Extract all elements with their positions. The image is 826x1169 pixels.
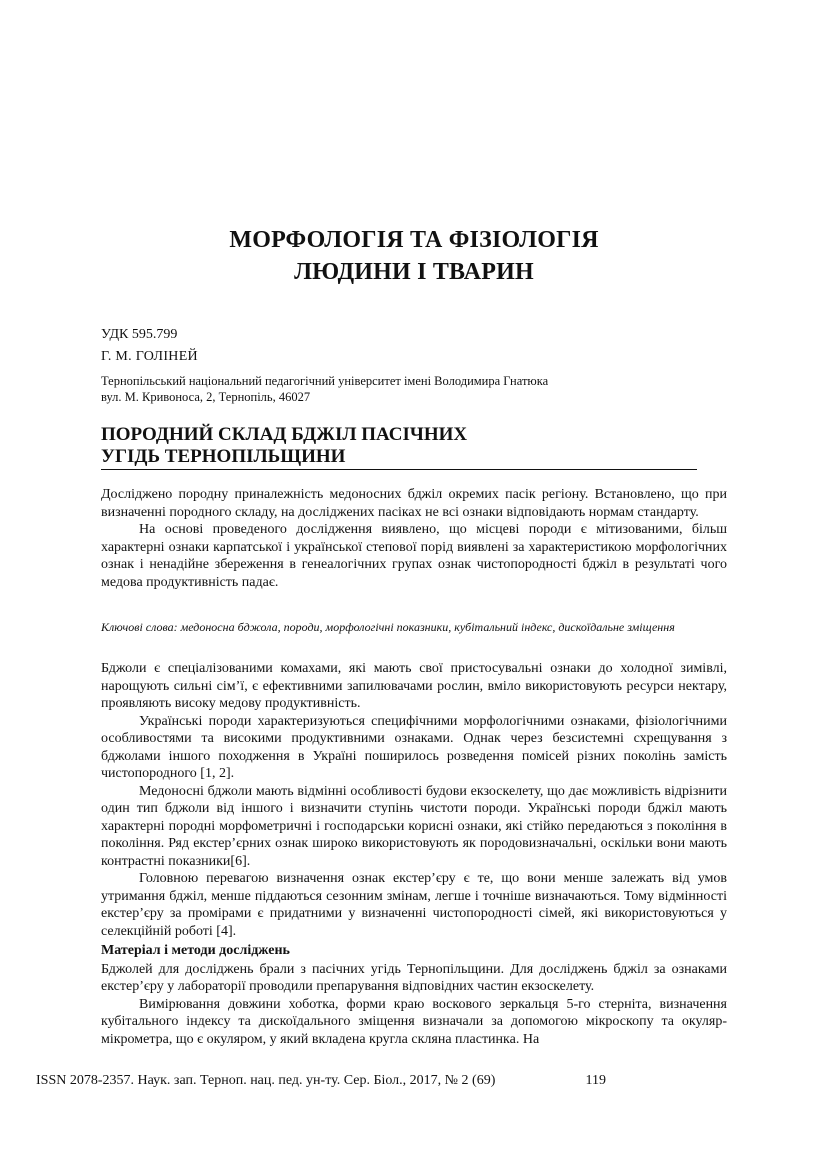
page-footer	[36, 1073, 606, 1089]
keywords: Ключові слова: медоносна бджола, породи, морфологічні показники, кубітальний індекс, дискоїдальне зміщення	[101, 620, 675, 634]
article-title-line1: ПОРОДНИЙ СКЛАД БДЖІЛ ПАСІЧНИХ	[101, 424, 468, 445]
subsection-heading: Матеріал і методи досліджень	[101, 943, 290, 958]
author-name: Г. М. ГОЛІНЕЙ	[101, 349, 198, 364]
article-body	[101, 660, 727, 1048]
section-title-line1: МОРФОЛОГІЯ ТА ФІЗІОЛОГІЯ	[229, 227, 599, 253]
body-paragraph: Медоносні бджоли мають відмінні особливості будови екзоскелету, що дає можливість відрізнити один тип бджоли від іншого і визначити ступінь чистоти породи. Українські породи бджіл мають характерні породні морфометричні і господарськи корисні ознаки, які стійко передаються з покоління в покоління. Ряд екстер’єрних ознак широко використовують як породовизначальні, оскільки вони мають контрастні показники[6].	[101, 783, 727, 869]
body-paragraph: Вимірювання довжини хоботка, форми краю воскового зеркальця 5-го стерніта, визначення кубітального індексу та дискоїдального зміщення визначали за допомогою мікроскопу та окуляр-мікрометра, що є окуляром, у який вкладена кругла скляна пластинка. На	[101, 996, 727, 1047]
body-paragraph: Українські породи характеризуються специфічними морфологічними ознаками, фізіологічними особливостями та високими продуктивними ознаками. Однак через безсистемні схрещування з бджолами іншого походження в Україні поширилось розведення помісей різних поколінь замість чистопородного [1, 2].	[101, 713, 727, 781]
article-title	[101, 424, 697, 470]
affiliation-address: вул. М. Кривоноса, 2, Тернопіль, 46027	[101, 390, 311, 404]
page-number: 119	[585, 1073, 606, 1088]
footer-citation: ISSN 2078-2357. Наук. зап. Терноп. нац. пед. ун-ту. Сер. Біол., 2017, № 2 (69)	[36, 1073, 496, 1088]
article-title-line2: УГІДЬ ТЕРНОПІЛЬЩИНИ	[101, 446, 346, 467]
section-title	[101, 224, 727, 288]
body-paragraph: Головною перевагою визначення ознак екстер’єру є те, що вони менше залежать від умов утримання бджіл, менше піддаються сезонним змінам, легше і точніше визначаються. Тому відмінності екстер’єру за промірами є придатними у визначенні чистопородності сімей, які використовуються у селекційній роботі [4].	[101, 871, 727, 939]
abstract-paragraph: На основі проведеного дослідження виявлено, що місцеві породи є мітизованими, більш характерні ознаки карпатської і української степової порід виявлені за характеристикою морфологічних ознак і ненадійне збереження в генеалогічних групах ознак чистопородності бджіл в результаті чого медова продуктивність падає.	[101, 522, 727, 590]
abstract	[101, 486, 727, 591]
affiliation-institution: Тернопільський національний педагогічний університет імені Володимира Гнатюка	[101, 374, 549, 388]
abstract-paragraph: Досліджено породну приналежність медоносних бджіл окремих пасік регіону. Встановлено, що при визначенні породного складу, на досліджених пасіках не всі ознаки відповідають нормам стандарту.	[101, 487, 727, 520]
section-title-line2: ЛЮДИНИ І ТВАРИН	[294, 259, 534, 285]
body-paragraph: Бджолей для досліджень брали з пасічних угідь Тернопільщини. Для досліджень бджіл за ознаками екстер’єру у лабораторії проводили препарування відповідних частин екзоскелету.	[101, 961, 727, 994]
udc-code: УДК 595.799	[101, 327, 178, 342]
affiliation	[101, 373, 548, 405]
body-paragraph: Бджоли є спеціалізованими комахами, які мають свої пристосувальні ознаки до холодної зимівлі, нарощують сильні сім’ї, є ефективними запилювачами рослин, вміло використовують ресурси нектару, проявляють високу медову продуктивність.	[101, 661, 727, 711]
